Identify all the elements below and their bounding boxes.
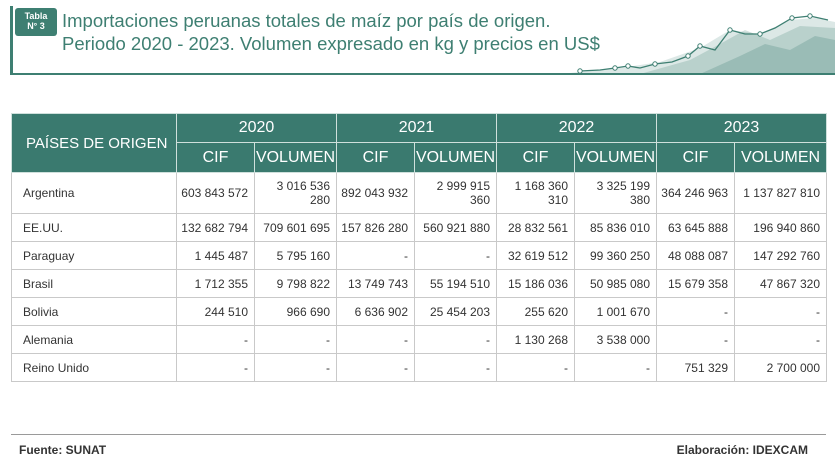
value-cell: - — [337, 326, 415, 354]
value-cell: - — [337, 242, 415, 270]
value-cell: 2 999 915 360 — [415, 173, 497, 214]
value-cell: - — [735, 326, 827, 354]
value-cell: 13 749 743 — [337, 270, 415, 298]
cif-header: CIF — [497, 143, 575, 173]
cif-header: CIF — [177, 143, 255, 173]
title-line-1: Importaciones peruanas totales de maíz por país de origen. — [62, 10, 551, 31]
volume-header: VOLUMEN — [735, 143, 827, 173]
country-cell: Argentina — [12, 173, 177, 214]
value-cell: 32 619 512 — [497, 242, 575, 270]
country-cell: Brasil — [12, 270, 177, 298]
value-cell: 47 867 320 — [735, 270, 827, 298]
country-cell: Bolivia — [12, 298, 177, 326]
volume-header: VOLUMEN — [255, 143, 337, 173]
value-cell: 6 636 902 — [337, 298, 415, 326]
value-cell: 3 325 199 380 — [575, 173, 657, 214]
value-cell: 99 360 250 — [575, 242, 657, 270]
value-cell: - — [255, 354, 337, 382]
volume-header: VOLUMEN — [415, 143, 497, 173]
value-cell: 560 921 880 — [415, 214, 497, 242]
value-cell: - — [415, 354, 497, 382]
page-title — [62, 9, 600, 55]
value-cell: 244 510 — [177, 298, 255, 326]
value-cell: 709 601 695 — [255, 214, 337, 242]
value-cell: 147 292 760 — [735, 242, 827, 270]
value-cell: 15 679 358 — [657, 270, 735, 298]
table-row — [12, 270, 827, 298]
badge-label: Tabla — [24, 11, 48, 21]
elaboration-note: Elaboración: IDEXCAM — [676, 443, 808, 457]
table-row — [12, 326, 827, 354]
cif-header: CIF — [657, 143, 735, 173]
value-cell: 892 043 932 — [337, 173, 415, 214]
value-cell: 5 795 160 — [255, 242, 337, 270]
origin-column-header: PAÍSES DE ORIGEN — [12, 114, 177, 173]
country-cell: Reino Unido — [12, 354, 177, 382]
value-cell: 3 538 000 — [575, 326, 657, 354]
value-cell: 966 690 — [255, 298, 337, 326]
value-cell: 85 836 010 — [575, 214, 657, 242]
value-cell: 1 168 360 310 — [497, 173, 575, 214]
source-note: Fuente: SUNAT — [19, 443, 107, 457]
title-line-2: Periodo 2020 - 2023. Volumen expresado en kg y precios en US$ — [62, 33, 600, 54]
value-cell: - — [177, 326, 255, 354]
value-cell: 9 798 822 — [255, 270, 337, 298]
value-cell: - — [657, 326, 735, 354]
table-row — [12, 298, 827, 326]
value-cell: 1 001 670 — [575, 298, 657, 326]
year-header: 2020 — [177, 114, 337, 143]
value-cell: - — [177, 354, 255, 382]
value-cell: 1 445 487 — [177, 242, 255, 270]
footer-divider — [11, 434, 826, 435]
imports-table — [11, 113, 827, 382]
value-cell: 28 832 561 — [497, 214, 575, 242]
value-cell: 364 246 963 — [657, 173, 735, 214]
value-cell: 3 016 536 280 — [255, 173, 337, 214]
value-cell: 1 137 827 810 — [735, 173, 827, 214]
value-cell: 196 940 860 — [735, 214, 827, 242]
value-cell: - — [497, 354, 575, 382]
volume-header: VOLUMEN — [575, 143, 657, 173]
value-cell: 48 088 087 — [657, 242, 735, 270]
value-cell: - — [735, 298, 827, 326]
value-cell: - — [575, 354, 657, 382]
value-cell: - — [415, 326, 497, 354]
value-cell: 603 843 572 — [177, 173, 255, 214]
value-cell: - — [657, 298, 735, 326]
badge-number: N° 3 — [27, 21, 45, 31]
table-row — [12, 214, 827, 242]
value-cell: 15 186 036 — [497, 270, 575, 298]
value-cell: 25 454 203 — [415, 298, 497, 326]
value-cell: 2 700 000 — [735, 354, 827, 382]
value-cell: 132 682 794 — [177, 214, 255, 242]
value-cell: 63 645 888 — [657, 214, 735, 242]
country-cell: Paraguay — [12, 242, 177, 270]
value-cell: 751 329 — [657, 354, 735, 382]
table-number-badge — [15, 8, 57, 36]
value-cell: 157 826 280 — [337, 214, 415, 242]
table-row — [12, 354, 827, 382]
value-cell: - — [415, 242, 497, 270]
year-header: 2023 — [657, 114, 827, 143]
value-cell: 55 194 510 — [415, 270, 497, 298]
header — [0, 0, 835, 80]
value-cell: - — [255, 326, 337, 354]
value-cell: 50 985 080 — [575, 270, 657, 298]
country-cell: Alemania — [12, 326, 177, 354]
value-cell: - — [337, 354, 415, 382]
year-header: 2021 — [337, 114, 497, 143]
year-header: 2022 — [497, 114, 657, 143]
value-cell: 255 620 — [497, 298, 575, 326]
value-cell: 1 712 355 — [177, 270, 255, 298]
table-row — [12, 173, 827, 214]
country-cell: EE.UU. — [12, 214, 177, 242]
value-cell: 1 130 268 — [497, 326, 575, 354]
cif-header: CIF — [337, 143, 415, 173]
table-row — [12, 242, 827, 270]
